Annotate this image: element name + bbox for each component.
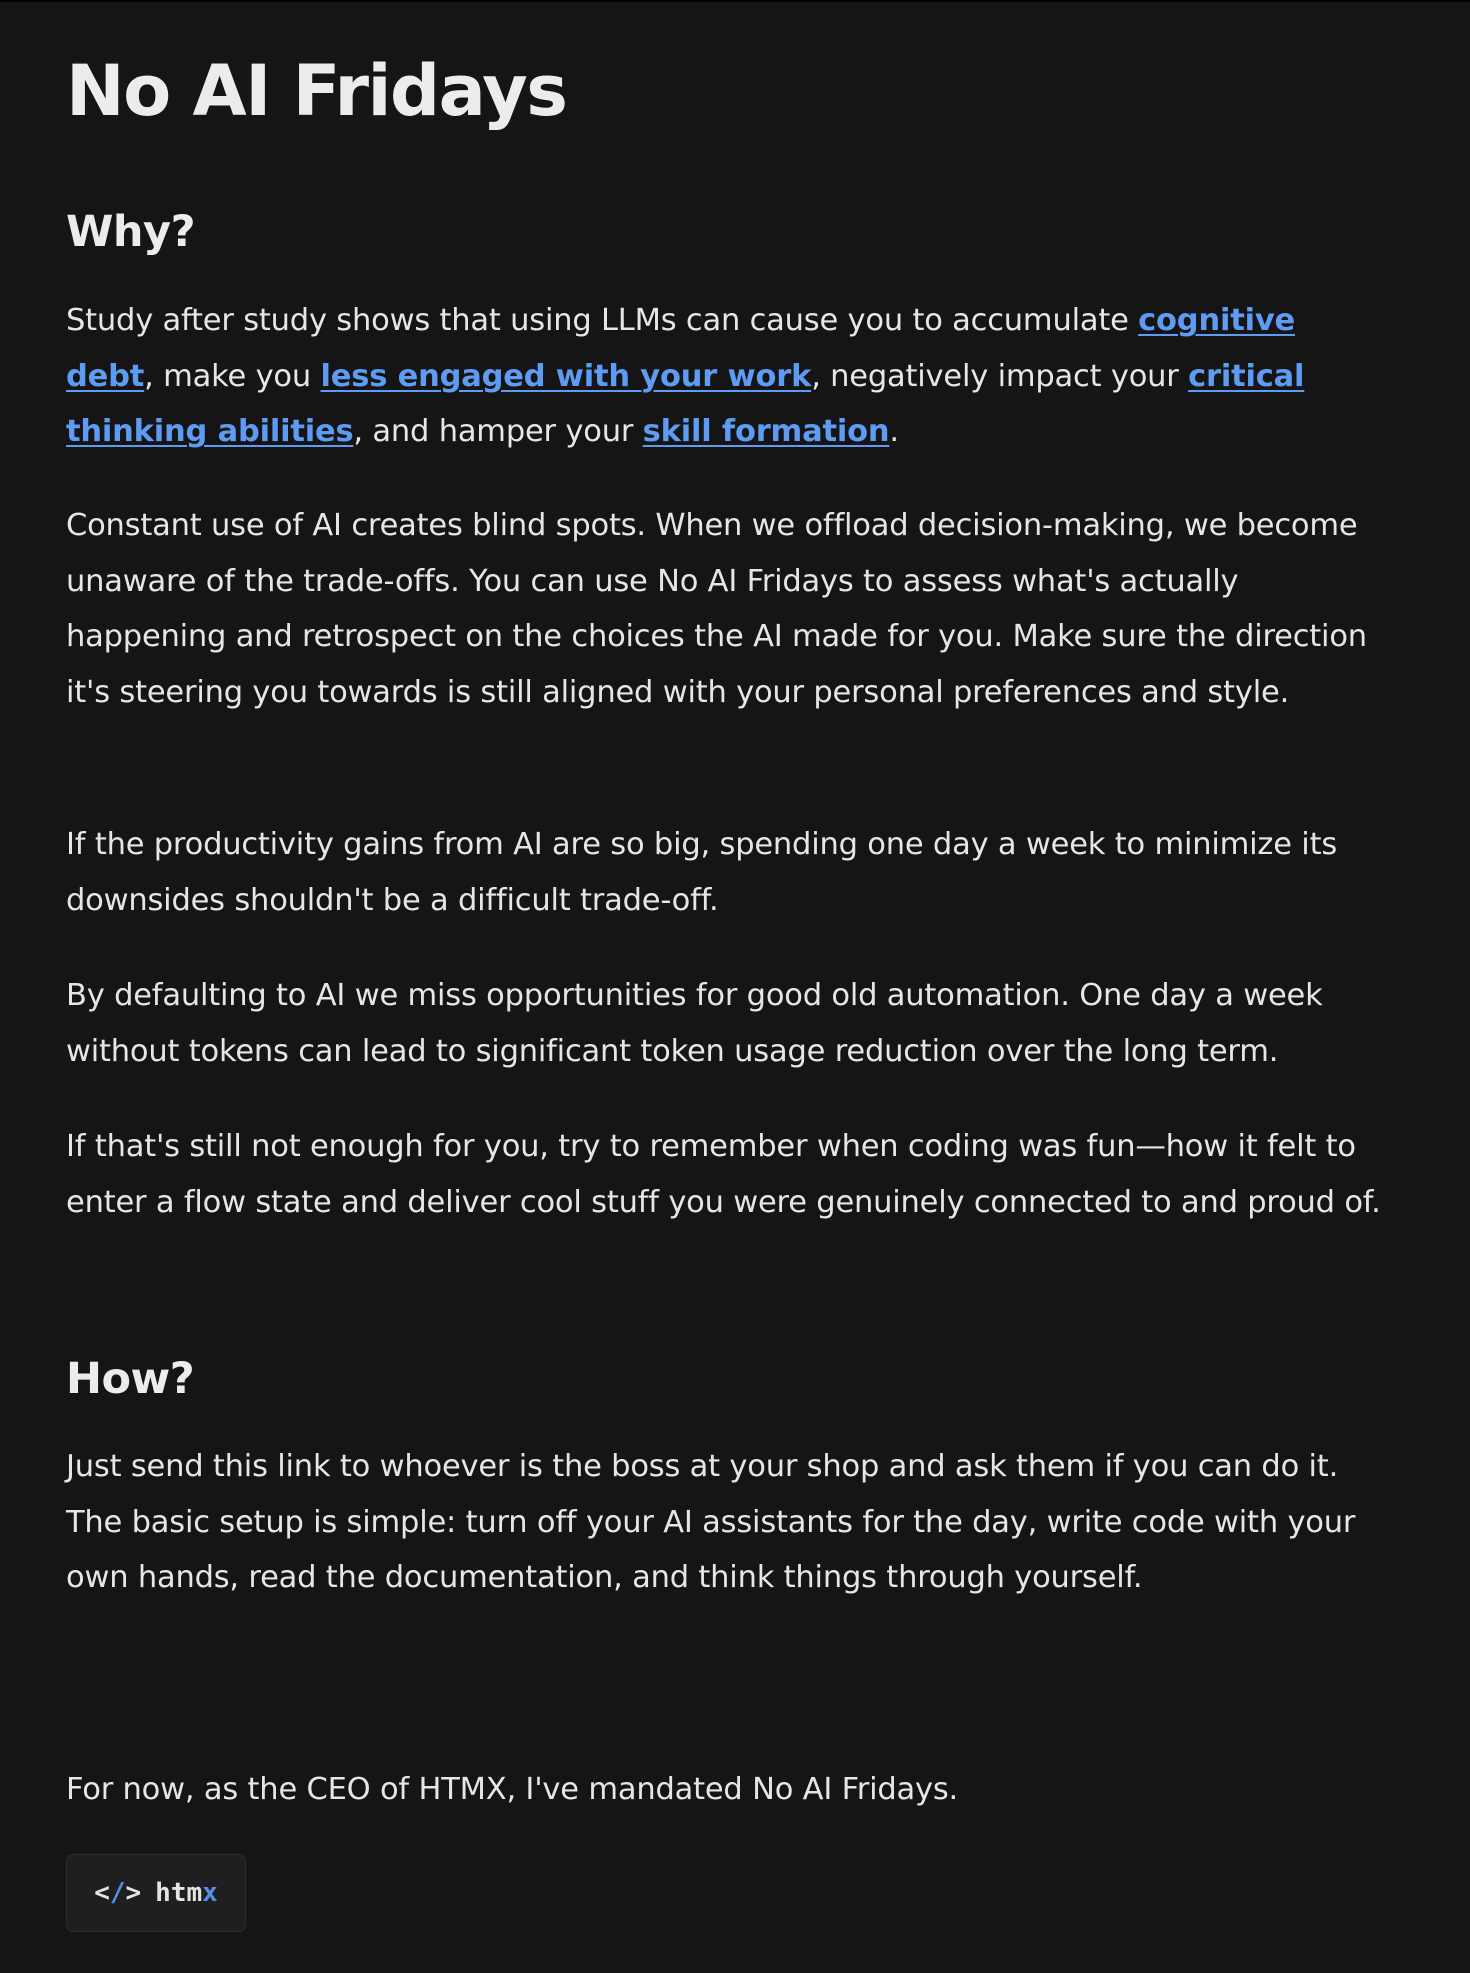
why-paragraph-1 xyxy=(66,293,1386,460)
how-paragraph-2: For now, as the CEO of HTMX, I've mandated No AI Fridays. xyxy=(66,1772,959,1807)
why-paragraph-2: Constant use of AI creates blind spots. When we offload decision-making, we become unaware of the trade-offs. You can use No AI Fridays to assess what's actually happening and retrospect on the choices the AI made for you. Make sure the direction it's steering you towards is still aligned with your personal preferences and style. xyxy=(66,508,1367,710)
link-critical-thinking[interactable]: critical thinking abilities xyxy=(66,358,1305,449)
why-p1-text-3: , negatively impact your xyxy=(811,358,1189,394)
why-p1-text-2: , make you xyxy=(144,358,321,394)
section-heading-how: How? xyxy=(66,1354,195,1404)
how-paragraph-1: Just send this link to whoever is the boss at your shop and ask them if you can do it. The basic setup is simple: turn off your AI assistants for the day, write code with your own hands, read the documentation, and think things through yourself. xyxy=(66,1449,1356,1595)
why-paragraph-5: If that's still not enough for you, try to remember when coding was fun—how it felt to enter a flow state and deliver cool stuff you were genuinely connected to and proud of. xyxy=(66,1129,1381,1220)
why-paragraph-4: By defaulting to AI we miss opportunities for good old automation. One day a week without tokens can lead to significant token usage reduction over the long term. xyxy=(66,978,1323,1069)
htmx-badge[interactable] xyxy=(66,1854,246,1932)
page-title: No AI Fridays xyxy=(66,50,567,132)
why-paragraph-3: If the productivity gains from AI are so big, spending one day a week to minimize its downsides shouldn't be a difficult trade-off. xyxy=(66,827,1338,918)
why-p1-text-1: Study after study shows that using LLMs can cause you to accumulate xyxy=(66,303,1139,338)
link-cognitive-debt[interactable]: cognitive debt xyxy=(66,303,1296,394)
why-p1-text-5: . xyxy=(889,414,899,449)
badge-lt: < xyxy=(94,1878,110,1908)
section-heading-why: Why? xyxy=(66,207,196,257)
link-less-engaged[interactable]: less engaged with your work xyxy=(320,358,812,394)
badge-htm: htm xyxy=(155,1878,203,1908)
link-skill-formation[interactable]: skill formation xyxy=(642,414,890,449)
badge-gt: > xyxy=(125,1878,142,1908)
why-p1-text-4: , and hamper your xyxy=(353,414,643,449)
badge-slash: / xyxy=(109,1878,126,1908)
badge-x: x xyxy=(202,1878,218,1908)
